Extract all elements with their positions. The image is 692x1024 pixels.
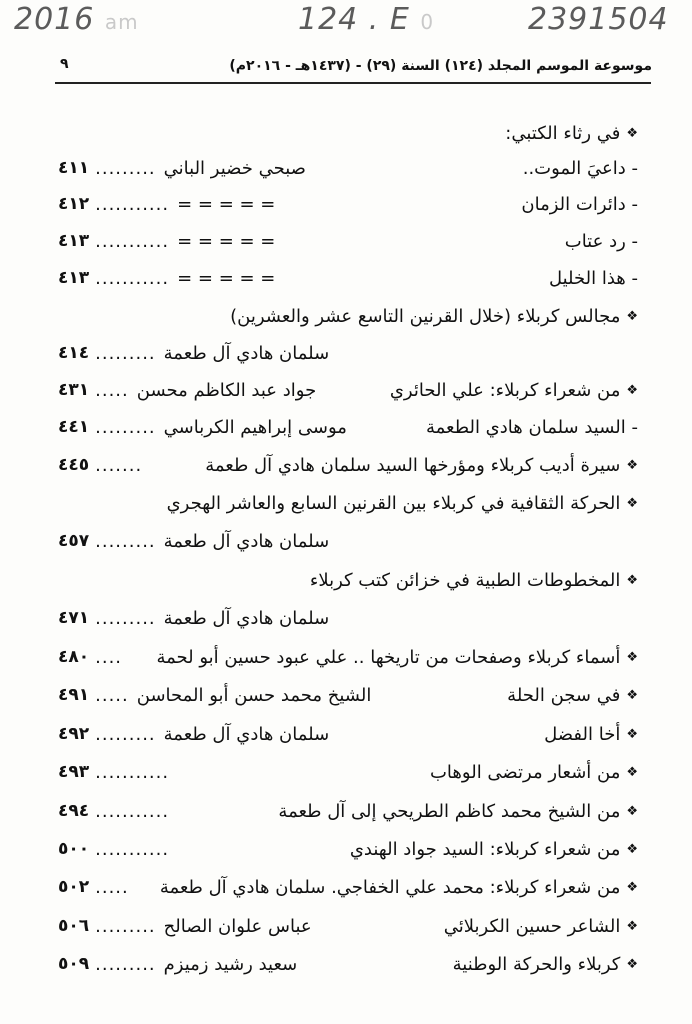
dot-leader: ........... [95, 193, 170, 215]
entry-title: - دائرات الزمان [521, 193, 638, 215]
entry-tail [58, 194, 275, 215]
entry-page-number: ٤٩٣ [58, 762, 90, 782]
entry-author: = = = = = [177, 230, 276, 252]
entry-tail [58, 343, 329, 364]
diamond-bullet-icon: ❖ [626, 382, 638, 398]
entry-page-number: ٤٨٠ [58, 647, 90, 667]
toc-entry [58, 603, 638, 633]
entry-title: من شعراء كربلاء: السيد جواد الهندي [349, 838, 621, 860]
entry-author: = = = = = [177, 193, 276, 215]
diamond-bullet-icon: ❖ [626, 495, 638, 511]
toc-entry [58, 911, 638, 941]
diamond-bullet-icon: ❖ [626, 841, 638, 857]
entry-title: سيرة أديب كربلاء ومؤرخها السيد سلمان هادي آل طعمة [205, 454, 621, 476]
entry-tail [58, 231, 275, 252]
toc-entry [58, 796, 638, 826]
toc-entry [58, 375, 638, 405]
entry-tail [58, 839, 169, 860]
dot-leader: ......... [95, 953, 156, 975]
entry-title: في رثاء الكتبي: [505, 122, 621, 144]
entry-page-number: ٤٤١ [58, 417, 90, 437]
entry-tail [58, 608, 329, 629]
toc-entry [58, 526, 638, 556]
dot-leader: ......... [95, 915, 156, 937]
header-rule [55, 82, 651, 84]
diamond-bullet-icon: ❖ [626, 879, 638, 895]
toc-entry [58, 719, 638, 749]
entry-title: - السيد سلمان هادي الطعمة [425, 416, 638, 438]
dot-leader: ........... [95, 761, 170, 783]
entry-tail [58, 268, 275, 289]
entry-tail [58, 455, 142, 476]
diamond-bullet-icon: ❖ [626, 457, 638, 473]
dot-leader: ......... [95, 416, 156, 438]
entry-page-number: ٤٩٢ [58, 724, 90, 744]
entry-author: جواد عبد الكاظم محسن [136, 379, 317, 401]
toc-entry [58, 263, 638, 293]
handwritten-volume-number: 124 . E 0 [298, 2, 435, 37]
handwritten-faint-mark: 0 [420, 10, 435, 34]
dot-leader: ......... [95, 530, 156, 552]
entry-page-number: ٥٠٩ [58, 954, 90, 974]
diamond-bullet-icon: ❖ [626, 687, 638, 703]
entry-title: أسماء كربلاء وصفحات من تاريخها .. علي عبود حسين أبو لحمة [156, 646, 621, 668]
entry-title: من شعراء كربلاء: محمد علي الخفاجي. سلمان هادي آل طعمة [159, 876, 621, 898]
entry-tail [58, 724, 329, 745]
dot-leader: ........... [95, 838, 170, 860]
entry-title: كربلاء والحركة الوطنية [452, 953, 621, 975]
entry-page-number: ٥٠٠ [58, 839, 90, 859]
toc-entry [58, 118, 638, 148]
dot-leader: ........... [95, 230, 170, 252]
entry-page-number: ٤٩١ [58, 685, 90, 705]
entry-page-number: ٤٣١ [58, 380, 90, 400]
entry-tail [58, 531, 329, 552]
dot-leader: ..... [95, 684, 129, 706]
entry-tail [58, 647, 122, 668]
entry-author: سلمان هادي آل طعمة [163, 342, 330, 364]
diamond-bullet-icon: ❖ [626, 649, 638, 665]
entry-tail [58, 877, 129, 898]
diamond-bullet-icon: ❖ [626, 726, 638, 742]
toc-entry [58, 642, 638, 672]
handwritten-faint-mark: am [104, 10, 139, 34]
entry-page-number: ٤٩٤ [58, 801, 90, 821]
entry-tail [58, 916, 312, 937]
entry-tail [58, 801, 169, 822]
entry-tail [58, 685, 371, 706]
dot-leader: ........... [95, 267, 170, 289]
diamond-bullet-icon: ❖ [626, 125, 638, 141]
entry-author: عباس علوان الصالح [163, 915, 312, 937]
dot-leader: ......... [95, 607, 156, 629]
toc-entry [58, 834, 638, 864]
entry-author: سلمان هادي آل طعمة [163, 723, 330, 745]
entry-tail [58, 954, 297, 975]
entry-author: موسى إبراهيم الكرباسي [163, 416, 347, 438]
page-number: ٩ [60, 56, 69, 72]
dot-leader: ..... [95, 876, 129, 898]
entry-page-number: ٤٧١ [58, 608, 90, 628]
entry-tail [58, 417, 347, 438]
entry-title: أخا الفضل [544, 723, 621, 745]
toc-entry [58, 338, 638, 368]
entry-title: - رد عتاب [564, 230, 638, 252]
toc-entry [58, 757, 638, 787]
entry-title: من الشيخ محمد كاظم الطريحي إلى آل طعمة [278, 800, 621, 822]
diamond-bullet-icon: ❖ [626, 803, 638, 819]
toc-entry [58, 153, 638, 183]
entry-author: سلمان هادي آل طعمة [163, 530, 330, 552]
entry-title: من شعراء كربلاء: علي الحائري [389, 379, 621, 401]
entry-title: الحركة الثقافية في كربلاء بين القرنين السابع والعاشر الهجري [166, 492, 621, 514]
entry-page-number: ٤١١ [58, 158, 90, 178]
entry-author: = = = = = [177, 267, 276, 289]
dot-leader: ........... [95, 800, 170, 822]
toc-entry [58, 226, 638, 256]
entry-page-number: ٤١٣ [58, 231, 90, 251]
entry-page-number: ٤٤٥ [58, 455, 90, 475]
toc-entry [58, 949, 638, 979]
entry-title: في سجن الحلة [507, 684, 621, 706]
diamond-bullet-icon: ❖ [626, 764, 638, 780]
entry-title: - داعيَ الموت.. [522, 157, 638, 179]
toc-entry [58, 488, 638, 518]
toc-entry [58, 680, 638, 710]
entry-page-number: ٥٠٢ [58, 877, 90, 897]
entry-author: سعيد رشيد زميزم [163, 953, 298, 975]
toc-entry [58, 301, 638, 331]
diamond-bullet-icon: ❖ [626, 956, 638, 972]
handwritten-catalog-number: 2391504 [528, 2, 669, 37]
entry-page-number: ٤١٣ [58, 268, 90, 288]
entry-title: مجالس كربلاء (خلال القرنين التاسع عشر والعشرين) [230, 305, 621, 327]
toc-entry [58, 412, 638, 442]
diamond-bullet-icon: ❖ [626, 572, 638, 588]
entry-title: - هذا الخليل [548, 267, 638, 289]
entry-tail [58, 762, 169, 783]
handwritten-year: 2016 am [14, 2, 139, 37]
dot-leader: ......... [95, 723, 156, 745]
toc-entry [58, 872, 638, 902]
entry-author: الشيخ محمد حسن أبو المحاسن [136, 684, 372, 706]
diamond-bullet-icon: ❖ [626, 308, 638, 324]
toc-entry [58, 450, 638, 480]
entry-page-number: ٤٥٧ [58, 531, 90, 551]
diamond-bullet-icon: ❖ [626, 918, 638, 934]
entry-title: من أشعار مرتضى الوهاب [429, 761, 621, 783]
entry-author: صبحي خضير الباني [163, 157, 306, 179]
dot-leader: ..... [95, 379, 129, 401]
dot-leader: ......... [95, 157, 156, 179]
dot-leader: ......... [95, 342, 156, 364]
toc-entry [58, 565, 638, 595]
entry-page-number: ٥٠٦ [58, 916, 90, 936]
entry-tail [58, 158, 306, 179]
entry-page-number: ٤١٢ [58, 194, 90, 214]
toc-entry [58, 189, 638, 219]
entry-title: المخطوطات الطبية في خزائن كتب كربلاء [309, 569, 621, 591]
entry-author: سلمان هادي آل طعمة [163, 607, 330, 629]
entry-title: الشاعر حسين الكربلائي [443, 915, 621, 937]
entry-tail [58, 380, 316, 401]
dot-leader: .... [95, 646, 123, 668]
running-header: موسوعة الموسم المجلد (١٢٤) السنة (٢٩) - (١٤٣٧هـ - ٢٠١٦م) [229, 58, 652, 74]
entry-page-number: ٤١٤ [58, 343, 90, 363]
dot-leader: ....... [95, 454, 143, 476]
